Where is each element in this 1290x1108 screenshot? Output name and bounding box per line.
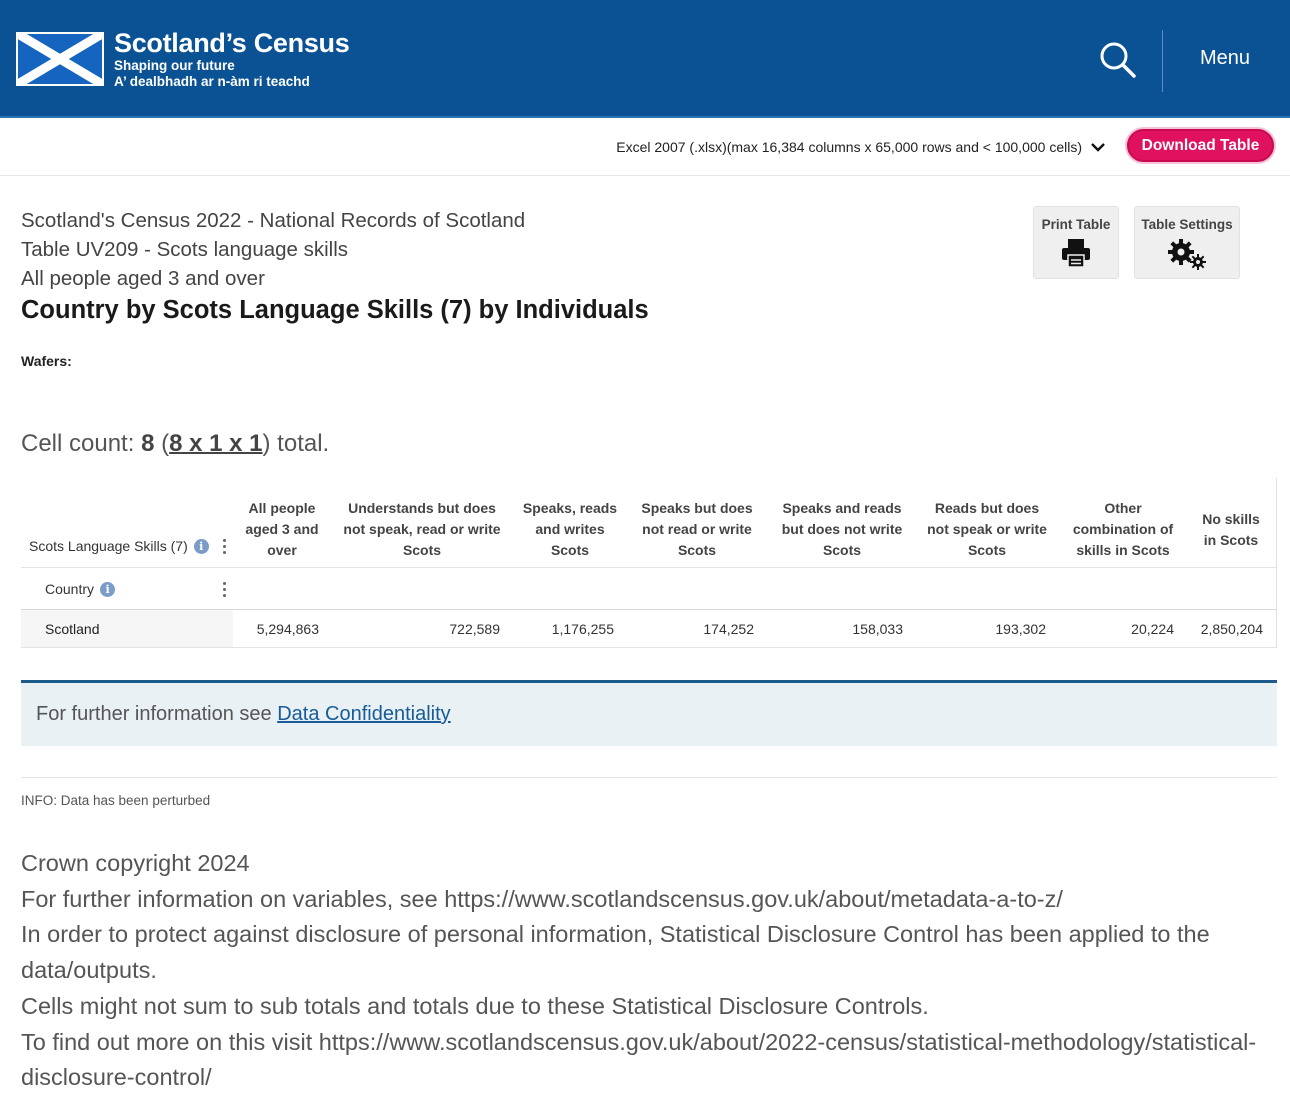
print-table-button[interactable] [1033,206,1119,279]
brand-subtitle-en: Shaping our future [114,58,235,73]
column-header-line: not read or write [642,521,752,537]
column-header-line: No skills [1202,511,1260,527]
column-header-line: over [267,542,297,558]
row-divider [21,567,1277,568]
column-header[interactable] [515,498,625,561]
site-header [0,0,1290,118]
info-icon[interactable]: i [100,582,115,597]
table-cell[interactable]: 20,224 [1131,621,1174,637]
download-bar [0,120,1290,176]
print-table-label: Print Table [1041,217,1111,232]
confidentiality-text [36,703,451,726]
column-header-line: Speaks and reads [782,500,902,516]
table-right-edge [1276,478,1277,648]
table-settings-label: Table Settings [1141,217,1233,232]
table-cell[interactable]: 5,294,863 [256,621,319,637]
column-header-line: All people [248,500,316,516]
format-select[interactable] [616,139,1106,155]
confidentiality-prefix: For further information see [36,703,278,725]
row-divider [21,647,1277,648]
info-note: INFO: Data has been perturbed [21,793,211,808]
column-header-line: and writes [535,521,605,537]
menu-button[interactable]: Menu [1200,47,1251,69]
column-header-line: not speak or write [927,521,1047,537]
table-cell[interactable]: 158,033 [852,621,903,637]
column-header-line: Scots [822,542,862,558]
column-header-line: Speaks but does [641,500,753,516]
column-header-line: combination of [1072,521,1174,537]
column-dimension-label: Scots Language Skills (7) [29,538,188,554]
meta-table-id: Table UV209 - Scots language skills [21,238,349,261]
gears-icon [1165,238,1209,270]
info-icon[interactable]: i [194,539,209,554]
cell-count-open: ( [154,430,170,457]
footer-notes [21,846,1271,1096]
column-header-line: skills in Scots [1076,542,1170,558]
column-dimension-header[interactable] [29,538,209,554]
table-cell[interactable]: 193,302 [995,621,1046,637]
table-cell[interactable]: 1,176,255 [551,621,614,637]
row-dimension-label: Country [45,581,95,597]
row-label[interactable]: Scotland [45,621,100,637]
table-settings-button[interactable] [1134,206,1240,279]
table-cell[interactable]: 722,589 [449,621,500,637]
header-divider [1162,30,1163,92]
table-meta [21,206,525,293]
column-header-line: Speaks, reads [522,500,618,516]
column-header[interactable] [922,498,1052,561]
column-header-line: aged 3 and [245,521,319,537]
column-header-line: Reads but does [934,500,1040,516]
cell-count-value: 8 [141,430,155,457]
column-header-line: Scots [550,542,590,558]
meta-source: Scotland's Census 2022 - National Records of Scotland [21,209,526,232]
cell-count-dimensions: 8 x 1 x 1 [169,430,263,457]
column-header[interactable] [772,498,912,561]
brand-subtitle-gd: A’ dealbhadh ar n-àm ri teachd [114,74,310,89]
column-header-line: not speak, read or write [343,521,501,537]
column-header-line: Understands but does [348,500,496,516]
column-header[interactable] [632,498,762,561]
column-options-icon[interactable] [223,539,227,557]
chevron-down-icon [1090,141,1106,153]
meta-population: All people aged 3 and over [21,267,265,290]
brand-title: Scotland’s Census [114,28,350,58]
divider [21,777,1277,778]
saltire-flag-logo[interactable] [16,32,104,86]
table-cell[interactable]: 2,850,204 [1200,621,1263,637]
footer-line: Crown copyright 2024 [21,850,250,876]
column-header-line: Scots [402,542,442,558]
column-header[interactable] [1191,509,1271,551]
footer-line: Cells might not sum to sub totals and totals due to these Statistical Disclosure Controls. [21,992,929,1019]
format-select-value: Excel 2007 (.xlsx)(max 16,384 columns x 65,000 rows and < 100,000 cells) [616,139,1082,155]
column-header[interactable] [237,498,327,561]
column-header-line: in Scots [1203,532,1259,548]
table-cell[interactable]: 174,252 [703,621,754,637]
row-options-icon[interactable] [223,582,227,600]
column-header-line: but does not write [781,521,903,537]
footer-line: For further information on variables, see https://www.scotlandscensus.gov.uk/about/metadata-a-to-z/ [21,885,1063,912]
printer-icon [1060,238,1092,268]
confidentiality-notice [21,680,1277,746]
column-header[interactable] [1062,498,1184,561]
column-header-line: Other [1104,500,1142,516]
cell-count-prefix: Cell count: [21,430,142,457]
data-table [21,478,1277,648]
download-table-button[interactable]: Download Table [1127,129,1274,162]
data-confidentiality-link[interactable]: Data Confidentiality [277,703,451,725]
row-dimension-header[interactable] [45,581,115,597]
wafers-label: Wafers: [21,353,72,369]
search-icon[interactable] [1098,40,1138,80]
column-header-line: Scots [677,542,717,558]
column-header-line: Scots [967,542,1007,558]
footer-line: To find out more on this visit https://www.scotlandscensus.gov.uk/about/2022-census/statistical-methodology/statistical-disclosure-control/ [21,1028,1257,1091]
brand[interactable] [114,28,349,90]
page-title: Country by Scots Language Skills (7) by Individuals [21,296,649,324]
column-header[interactable] [332,498,512,561]
cell-count-suffix: ) total. [262,430,330,457]
footer-line: In order to protect against disclosure of personal information, Statistical Disclosure Control has been applied to the data/outputs. [21,921,1210,984]
cell-count [21,430,329,458]
